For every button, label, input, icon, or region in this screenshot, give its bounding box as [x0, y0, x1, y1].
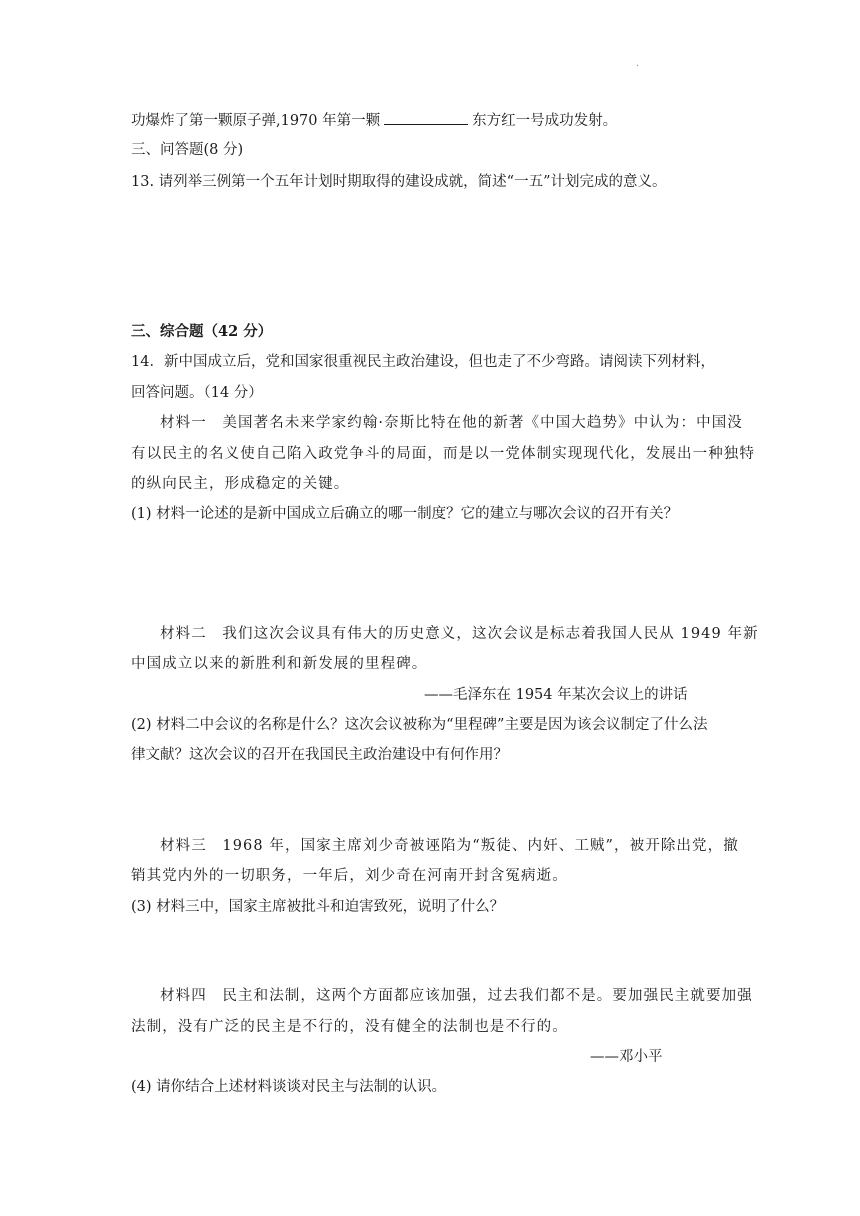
- material-4-line-2: 法制，没有广泛的民主是不行的，没有健全的法制也是不行的。: [131, 1019, 568, 1035]
- material-1-line-1: 材料一 美国著名未来学家约翰·奈斯比特在他的新著《中国大趋势》中认为：中国没: [160, 415, 743, 431]
- material-4-line-1: 材料四 民主和法制，这两个方面都应该加强，过去我们都不是。要加强民主就要加强: [160, 988, 753, 1004]
- question-14-stem-line-1: 14．新中国成立后，党和国家很重视民主政治建设，但也走了不少弯路。请阅读下列材料，: [131, 354, 715, 370]
- sub-question-4: (4) 请你结合上述材料谈谈对民主与法制的认识。: [131, 1079, 447, 1095]
- question-13: 13. 请列举三例第一个五年计划时期取得的建设成就，简述“一五”计划完成的意义。: [131, 174, 667, 190]
- material-4-source: ——邓小平: [590, 1049, 663, 1065]
- q12-text-before: 功爆炸了第一颗原子弹,1970 年第一颗: [131, 113, 381, 129]
- sub-question-2-line-1: (2) 材料二中会议的名称是什么？这次会议被称为“里程碑”主要是因为该会议制定了什么法: [131, 717, 708, 733]
- material-2-line-2: 中国成立以来的新胜利和新发展的里程碑。: [131, 656, 428, 672]
- material-2-line-1: 材料二 我们这次会议具有伟大的历史意义，这次会议是标志着我国人民从 1949 年新: [160, 626, 759, 642]
- material-2-source: ——毛泽东在 1954 年某次会议上的讲话: [424, 687, 688, 703]
- fill-blank[interactable]: [384, 110, 468, 125]
- sub-question-1: (1) 材料一论述的是新中国成立后确立的哪一制度？它的建立与哪次会议的召开有关？: [131, 506, 679, 522]
- material-3-line-1: 材料三 1968 年，国家主席刘少奇被诬陷为“叛徒、内奸、工贼”，被开除出党，撤: [160, 838, 739, 854]
- section-heading-comprehensive: 三、综合题（42 分）: [131, 323, 273, 340]
- material-1-line-3: 的纵向民主，形成稳定的关键。: [131, 476, 350, 492]
- q12-continuation: [131, 110, 617, 131]
- q12-text-after: 东方红一号成功发射。: [472, 113, 618, 129]
- header-mark: .: [636, 58, 640, 69]
- material-3-line-2: 销其党内外的一切职务，一年后，刘少奇在河南开封含冤病逝。: [131, 868, 568, 884]
- sub-question-2-line-2: 律文献？这次会议的召开在我国民主政治建设中有何作用？: [131, 747, 508, 763]
- sub-question-3: (3) 材料三中，国家主席被批斗和迫害致死，说明了什么？: [131, 899, 505, 915]
- question-14-stem-line-2: 回答问题。（14 分）: [131, 385, 263, 401]
- material-1-line-2: 有以民主的名义使自己陷入政党争斗的局面，而是以一党体制实现现代化，发展出一种独特: [131, 446, 755, 462]
- section-heading-qa: 三、问答题(8 分): [131, 142, 244, 158]
